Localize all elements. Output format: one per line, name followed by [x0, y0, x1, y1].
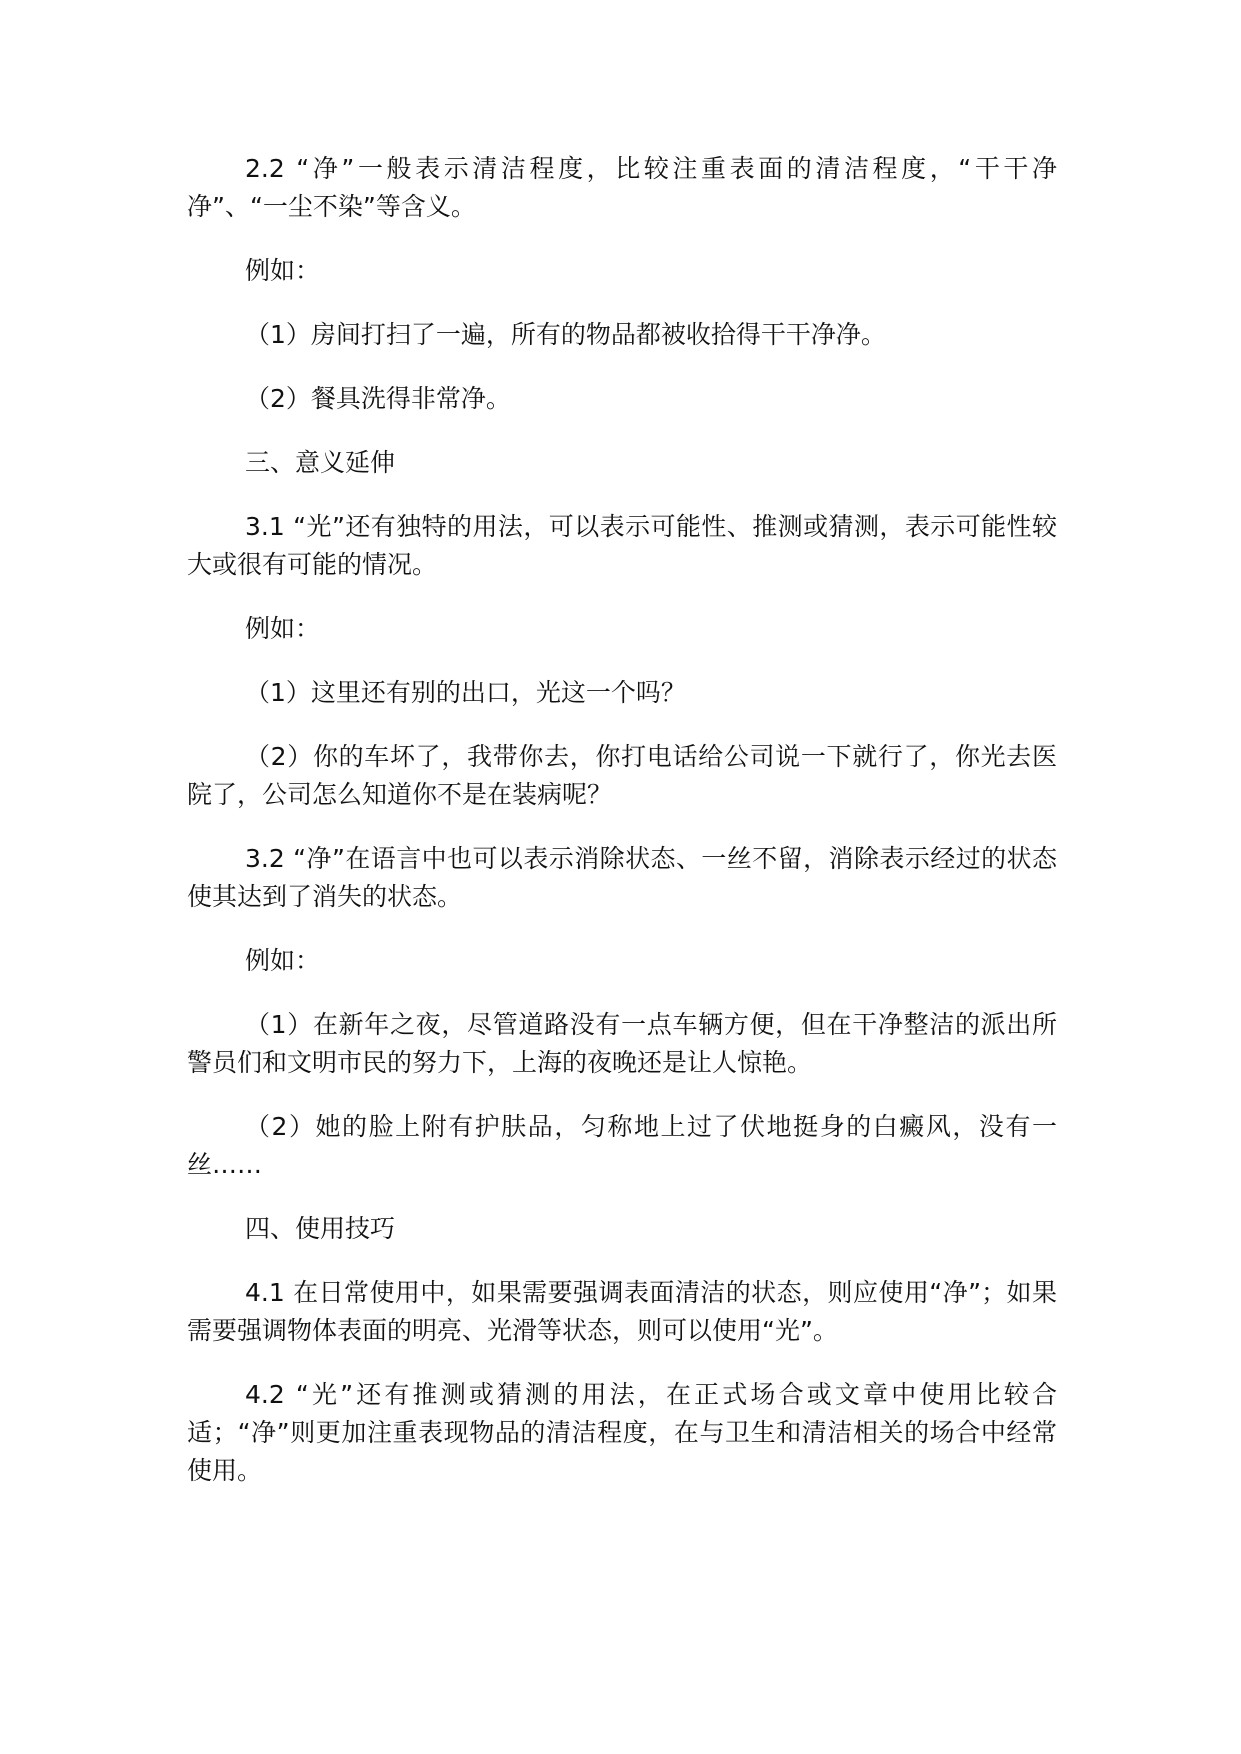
example-item: （1）在新年之夜，尽管道路没有一点车辆方便，但在干净整洁的派出所警员们和文明市民的努力下，上海的夜晚还是让人惊艳。 [187, 1010, 1057, 1077]
example-item: （2）餐具洗得非常净。 [245, 384, 511, 413]
example-label: 例如： [245, 256, 321, 285]
paragraph-3-2: 3.2 “净”在语言中也可以表示消除状态、一丝不留，消除表示经过的状态使其达到了消失的状态。 [187, 844, 1057, 911]
example-item: （2）她的脸上附有护肤品，匀称地上过了伏地挺身的白癜风，没有一丝…… [187, 1112, 1057, 1179]
section-heading-4: 四、使用技巧 [245, 1214, 396, 1243]
section-heading-3: 三、意义延伸 [245, 448, 396, 477]
example-label: 例如： [245, 614, 321, 643]
paragraph-2-2: 2.2 “净”一般表示清洁程度，比较注重表面的清洁程度，“干干净净”、“一尘不染”等含义。 [187, 154, 1057, 221]
paragraph-4-2: 4.2 “光”还有推测或猜测的用法，在正式场合或文章中使用比较合适；“净”则更加注重表现物品的清洁程度，在与卫生和清洁相关的场合中经常使用。 [187, 1380, 1057, 1485]
paragraph-4-1: 4.1 在日常使用中，如果需要强调表面清洁的状态，则应使用“净”；如果需要强调物体表面的明亮、光滑等状态，则可以使用“光”。 [187, 1278, 1057, 1345]
document-page [187, 150, 1057, 1516]
example-label: 例如： [245, 946, 321, 975]
paragraph-3-1: 3.1 “光”还有独特的用法，可以表示可能性、推测或猜测，表示可能性较大或很有可能的情况。 [187, 512, 1057, 579]
example-item: （1）这里还有别的出口，光这一个吗？ [245, 678, 686, 707]
example-item: （2）你的车坏了，我带你去，你打电话给公司说一下就行了，你光去医院了，公司怎么知道你不是在装病呢？ [187, 742, 1057, 809]
example-item: （1）房间打扫了一遍，所有的物品都被收拾得干干净净。 [245, 320, 886, 349]
